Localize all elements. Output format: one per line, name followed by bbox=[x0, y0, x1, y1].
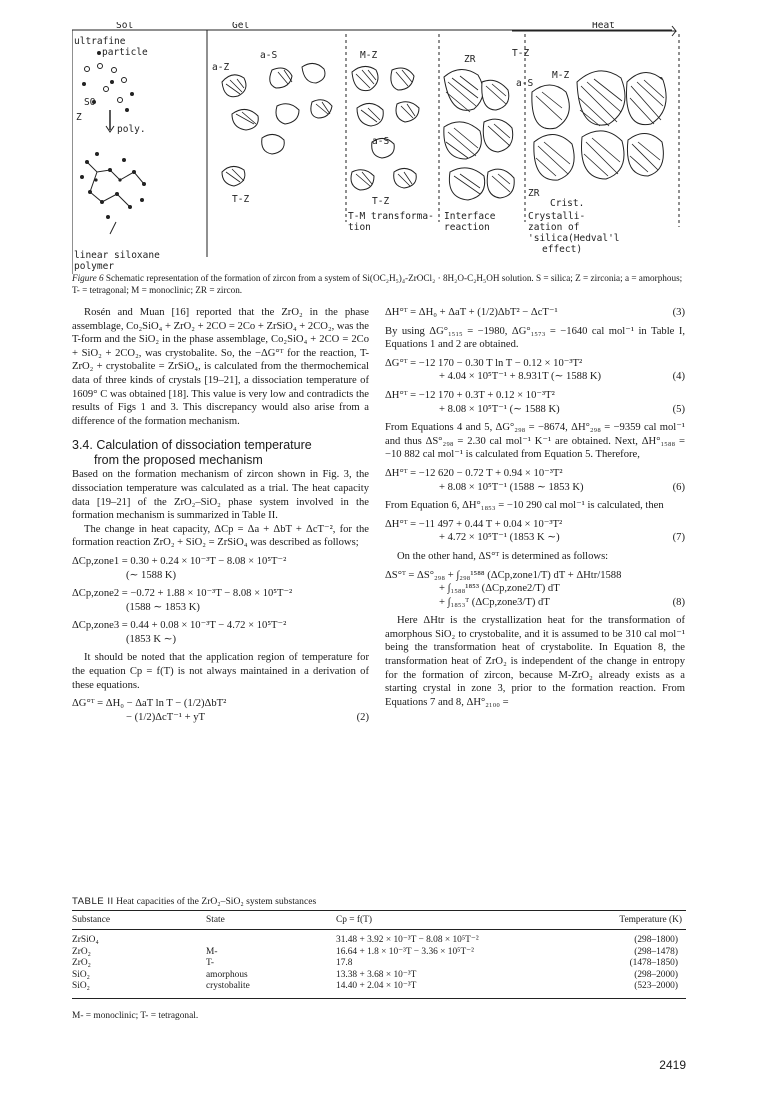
table-row: SiO₂ crystobalite 14.40 + 2.04 × 10⁻³T (523–2000) bbox=[72, 981, 686, 998]
label-as-2: a-S bbox=[372, 136, 390, 147]
zircon-formation-diagram bbox=[72, 22, 687, 275]
label-zr-1: ZR bbox=[464, 54, 476, 65]
paragraph-formation-mechanism: Based on the formation mechanism of zircon shown in Fig. 3, the dissociation temperature was calculated as a trial. The heat capacity data [19–21] of the ZrO₂–SiO₂ phase system involved in the formation mechanism is summarized in Table II. bbox=[72, 469, 369, 522]
label-crystallization-4: effect) bbox=[542, 244, 583, 255]
equation-4: ΔG°ᵀ = −12 170 − 0.30 T ln T − 0.12 × 10⁻³T² + 4.04 × 10⁵T⁻¹ + 8.931T (∼ 1588 K) (4) bbox=[385, 357, 685, 383]
equation-6: ΔH°ᵀ = −12 620 − 0.72 T + 0.94 × 10⁻³T² + 8.08 × 10⁵T⁻¹ (1588 ∼ 1853 K) (6) bbox=[385, 467, 685, 493]
label-tm-transformation-2: tion bbox=[348, 222, 371, 233]
figure-caption-label: Figure 6 bbox=[72, 273, 104, 283]
label-as-1: a-S bbox=[260, 50, 278, 61]
label-crystallization-1: Crystalli- bbox=[528, 211, 586, 222]
figure-6-schematic bbox=[72, 22, 687, 275]
figure-caption-text: Schematic representation of the formation of zircon from a system of Si(OC₂H₅)₄-ZrOCl₂ · 8H₂O-C₂H₅OH solution. S = silica; Z = zirconia; a = amorphous; T- = tetragonal; M = monoclinic; ZR = zircon. bbox=[72, 273, 683, 295]
table-header-substance: Substance bbox=[72, 911, 206, 930]
table-caption-label: TABLE II bbox=[72, 896, 114, 907]
label-as-3: a-S bbox=[516, 78, 534, 89]
label-tz-1: T-Z bbox=[232, 194, 250, 205]
label-polymer: polymer bbox=[74, 261, 115, 272]
section-heading-3-4 bbox=[72, 438, 369, 468]
label-tm-transformation-1: T-M transforma- bbox=[348, 211, 434, 222]
table-header-cp: Cp = f(T) bbox=[336, 911, 564, 930]
table-caption bbox=[72, 896, 316, 908]
label-poly: poly. bbox=[117, 124, 146, 135]
label-heat: Heat bbox=[592, 22, 615, 31]
left-column bbox=[72, 306, 369, 724]
label-zr-3: ZR bbox=[528, 188, 540, 199]
label-az: a-Z bbox=[212, 62, 230, 73]
label-interface-reaction-2: reaction bbox=[444, 222, 490, 233]
table-header-state: State bbox=[206, 911, 336, 930]
label-linear-siloxane: linear siloxane bbox=[74, 250, 160, 261]
label-z: Z bbox=[76, 112, 82, 123]
label-mz-1: M-Z bbox=[360, 50, 378, 61]
paragraph-rosen-muan: Rosén and Muan [16] reported that the ZrO₂ in the phase assemblage, Co₂SiO₄ + ZrO₂ + 2CO = 2Co + ZrSiO₄ + 2CO₂, was the T-form and the SiO₂ in the phase assemblage, Co₂SiO₄ + 2CO = 2Co + SiO₂ + 2CO₂, was crystobalite. So, the −ΔG°ᵀ for the reaction, T-ZrO₂ + crystobalite = ZrSiO₄, is calculated from the thermochemical data of three kinds of crystals [19–21], a dissociation temperature of 1609° C was obtained [18]. This value is very low and contradicts the results of Figs 1 and 3. This discrepancy would also arise from a difference of the formation mechanism. bbox=[72, 307, 369, 427]
paragraph-from-equation-6: From Equation 6, ΔH°₁₈₅₃ = −10 290 cal mol⁻¹ is calculated, then bbox=[385, 500, 664, 512]
label-crystallization-2: zation of bbox=[528, 222, 580, 233]
label-interface-reaction-1: Interface bbox=[444, 211, 496, 222]
equation-8: ΔS°ᵀ = ΔS°₂₉₈ + ∫₂₉₈¹⁵⁸⁸ (ΔCp,zone1/T) dT + ΔHtr/1588 + ∫₁₅₈₈¹⁸⁵³ (ΔCp,zone2/T) dT + ∫₁₈₅₃ᵀ (ΔCp,zone3/T) dT (8) bbox=[385, 569, 685, 608]
section-heading-line1: 3.4. Calculation of dissociation temperature bbox=[72, 438, 312, 453]
table-row: ZrO₂ M- 16.64 + 1.8 × 10⁻³T − 3.36 × 10⁵T⁻² (298–1478) bbox=[72, 946, 678, 957]
page-number: 2419 bbox=[659, 1058, 686, 1072]
table-header-row bbox=[72, 911, 686, 930]
right-column bbox=[385, 306, 685, 709]
table-caption-text: Heat capacities of the ZrO₂–SiO₂ system substances bbox=[116, 896, 317, 907]
label-sol: Sol bbox=[116, 22, 134, 31]
label-tz-3: T-Z bbox=[512, 48, 530, 59]
equation-zone3: ΔCp,zone3 = 0.44 + 0.08 × 10⁻³T − 4.72 × 10⁵T⁻² (1853 K ∼) bbox=[72, 620, 287, 645]
table-footnote: M- = monoclinic; T- = tetragonal. bbox=[72, 1011, 199, 1021]
label-crist: Crist. bbox=[550, 198, 585, 209]
paragraph-crystallization-heat: Here ΔHtr is the crystallization heat for the transformation of amorphous SiO₂ to crystobalite, and it is assumed to be 310 cal mol⁻¹ being the transformation heat of crystabolite. In Equation 8, the transformation heat of ZrO₂ is independent of the change in entropy for the formation of zircon, because M-ZrO₂ already exists as a starting crystal in zone 3, prior to the formation reaction. From Equations 7 and 8, ΔH°₂₁₀₀ = bbox=[385, 615, 685, 708]
label-mz-2: M-Z bbox=[552, 70, 570, 81]
label-particle: particle bbox=[102, 47, 148, 58]
heat-capacity-table bbox=[72, 910, 686, 999]
label-so: SO bbox=[84, 97, 96, 108]
paragraph-from-equations-4-5: From Equations 4 and 5, ΔG°₂₉₈ = −8674, ΔH°₂₉₈ = −9359 cal mol⁻¹ and thus ΔS°₂₉₈ = 2.30 cal mol⁻¹ K⁻¹ are obtained. Next, ΔH°₁₅₈₈ = −10 882 cal mol⁻¹ is calculated from Equation 5. Therefore, bbox=[385, 422, 685, 461]
equation-zone1: ΔCp,zone1 = 0.30 + 0.24 × 10⁻³T − 8.08 × 10⁵T⁻² (∼ 1588 K) bbox=[72, 555, 287, 581]
table-header-temperature: Temperature (K) bbox=[564, 911, 686, 930]
figure-caption bbox=[72, 272, 687, 296]
paragraph-by-using: By using ΔG°₁₅₁₅ = −1980, ΔG°₁₅₇₃ = −1640 cal mol⁻¹ in Table I, Equations 1 and 2 are obtained. bbox=[385, 325, 685, 351]
section-heading-line2: from the proposed mechanism bbox=[94, 453, 263, 468]
label-gel: Gel bbox=[232, 22, 250, 31]
equation-5: ΔH°ᵀ = −12 170 + 0.3T + 0.12 × 10⁻³T² + 8.08 × 10⁵T⁻¹ (∼ 1588 K) (5) bbox=[385, 389, 685, 415]
label-crystallization-3: 'silica(Hedval'l bbox=[528, 233, 620, 244]
equation-7: ΔH°ᵀ = −11 497 + 0.44 T + 0.04 × 10⁻³T² + 4.72 × 10⁵T⁻¹ (1853 K ∼) (7) bbox=[385, 518, 685, 544]
label-tz-2: T-Z bbox=[372, 196, 390, 207]
equation-2: ΔG°ᵀ = ΔH₀ − ΔaT ln T − (1/2)ΔbT² − (1/2)ΔcT⁻¹ + yT (2) bbox=[72, 698, 369, 723]
equation-3: ΔH°ᵀ = ΔH₀ + ΔaT + (1/2)ΔbT² − ΔcT⁻¹ (3) bbox=[385, 307, 685, 318]
label-ultrafine: ultrafine bbox=[74, 36, 126, 47]
equation-zone2: ΔCp,zone2 = −0.72 + 1.88 × 10⁻³T − 8.08 × 10⁵T⁻² (1588 ∼ 1853 K) bbox=[72, 588, 293, 613]
table-row: SiO₂ amorphous 13.38 + 3.68 × 10⁻³T (298–2000) bbox=[72, 969, 678, 980]
table-row: ZrSiO₄ 31.48 + 3.92 × 10⁻³T − 8.08 × 10⁵T⁻² (298–1800) bbox=[72, 935, 678, 945]
paragraph-application-region: It should be noted that the application region of temperature for the equation Cp = f(T) is not always maintained in a derivation of these equations. bbox=[72, 652, 369, 691]
paragraph-heat-capacity-change: The change in heat capacity, ΔCp = Δa + ΔbT + ΔcT⁻², for the formation reaction ZrO₂ + SiO₂ = ZrSiO₄ was described as follows; bbox=[72, 523, 369, 549]
table-row: ZrO₂ T- 17.8 (1478–1850) bbox=[72, 958, 678, 968]
paragraph-entropy: On the other hand, ΔS°ᵀ is determined as follows: bbox=[397, 550, 609, 562]
